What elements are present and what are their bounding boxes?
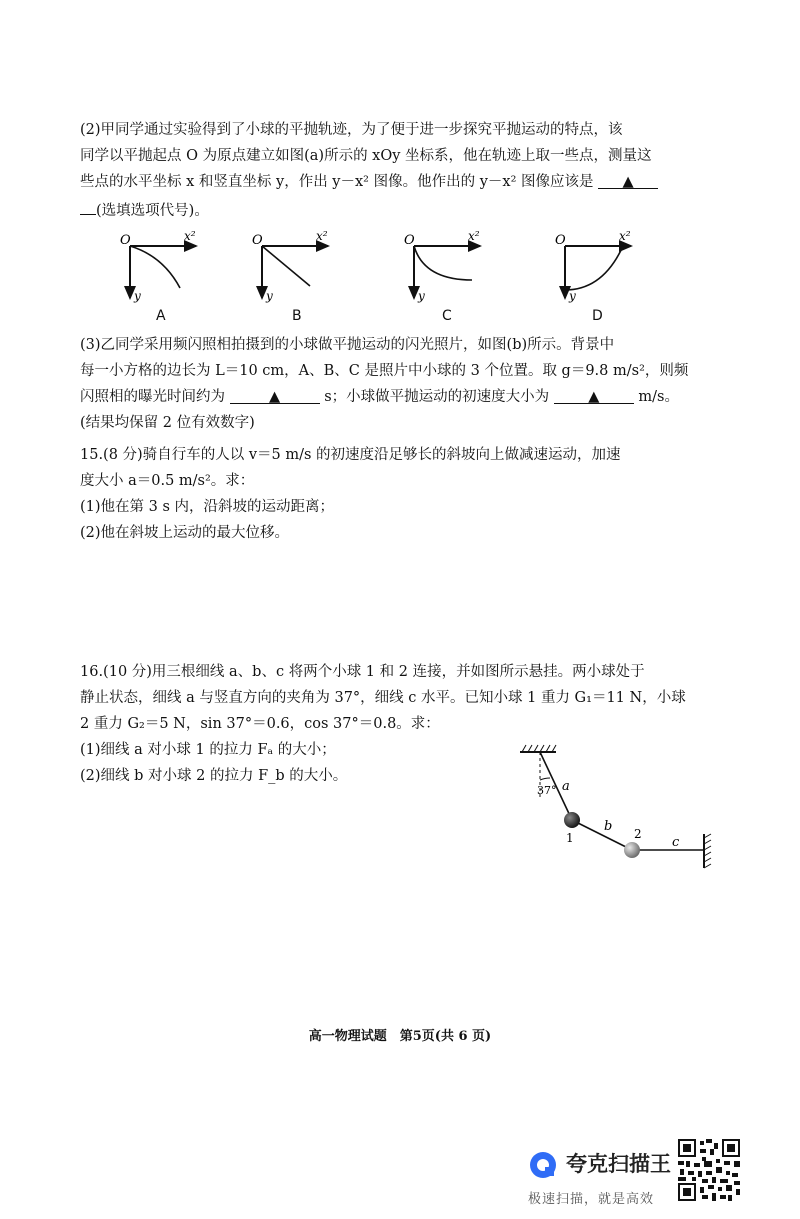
q16-sub1: (1)细线 a 对小球 1 的拉力 Fₐ 的大小； [80,742,336,758]
scanner-slogan: 极速扫描，就是高效 [528,1192,655,1207]
q14-part2-line3-text: 些点的水平坐标 x 和竖直坐标 y，作出 y－x² 图像。他作出的 y－x² 图像应该是 [80,174,594,190]
velocity-blank [554,387,634,404]
answer-blank [598,172,658,189]
q14-part2-line2: 同学以平抛起点 O 为原点建立如图(a)所示的 xOy 坐标系，他在轨迹上取一些点，测量这 [80,148,652,164]
ball-2 [624,842,640,858]
angle-label: 37° [537,784,557,797]
option-label-a: A [156,308,166,324]
origin-label: O [555,233,566,248]
q14-part3-line3-c: m/s。 [638,389,679,405]
option-label-d: D [592,308,603,324]
q15-line2: 度大小 a＝0.5 m/s²。求： [80,473,255,489]
wall-hatch [704,834,711,868]
q14-part2-line1: (2)甲同学通过实验得到了小球的平抛轨迹，为了便于进一步探究平抛运动的特点，该 [80,122,623,138]
string-b [572,820,632,850]
ball-2-label: 2 [634,827,642,841]
triangle-mark: ▲ [588,389,600,405]
q15-sub2: (2)他在斜坡上运动的最大位移。 [80,525,290,541]
option-graph-b [250,228,340,312]
q14-part3-line3-a: 闪照相的曝光时间约为 [80,389,225,405]
q14-part3-line3 [80,387,730,407]
qr-code-icon [676,1137,742,1203]
q15-line1: 15.(8 分)骑自行车的人以 v＝5 m/s 的初速度沿足够长的斜坡向上做减速运动，加速 [80,447,621,463]
y-axis-label: y [134,289,141,303]
string-a-label: a [562,779,570,794]
x-axis-label: x² [468,229,480,243]
q15-sub1: (1)他在第 3 s 内，沿斜坡的运动距离； [80,499,335,515]
graph-a-svg [118,228,208,308]
q14-part3-line3-b: s；小球做平抛运动的初速度大小为 [324,389,550,405]
ball-1 [564,812,580,828]
string-b-label: b [604,819,613,834]
hanging-balls-figure [508,740,728,874]
q16-line3: 2 重力 G₂＝5 N，sin 37°＝0.6，cos 37°＝0.8。求： [80,716,440,732]
x-axis-label: x² [316,229,328,243]
origin-label: O [404,233,415,248]
origin-label: O [252,233,263,248]
q16-line1: 16.(10 分)用三根细线 a、b、c 将两个小球 1 和 2 连接，并如图所示悬挂。两小球处于 [80,664,645,680]
x-axis-label: x² [619,229,631,243]
string-c-label: c [672,835,680,850]
page-footer: 高一物理试题 第5页(共 6 页) [308,1029,492,1044]
ball-1-label: 1 [566,831,574,845]
option-graph-a [118,228,208,312]
triangle-mark: ▲ [269,389,281,405]
q14-part3-line1: (3)乙同学采用频闪照相拍摄到的小球做平抛运动的闪光照片，如图(b)所示。背景中 [80,337,615,353]
q14-part2-line4 [80,198,730,221]
answer-blank-tail [80,198,96,215]
origin-label: O [120,233,131,248]
graph-c-svg [402,228,492,308]
x-axis-label: x² [184,229,196,243]
scanner-name: 夸克扫描王 [566,1152,671,1176]
q16-sub2: (2)细线 b 对小球 2 的拉力 F_b 的大小。 [80,768,348,784]
angle-arc [540,778,550,780]
q14-part3-line2: 每一小方格的边长为 L＝10 cm，A、B、C 是照片中小球的 3 个位置。取 g＝9.8 m/s²，则频 [80,363,689,379]
graph-d-svg [553,228,643,308]
y-axis-label: y [418,289,425,303]
y-axis-label: y [266,289,273,303]
y-axis-label: y [569,289,576,303]
q14-part3-line4: (结果均保留 2 位有效数字) [80,415,255,431]
option-label-b: B [292,308,302,324]
option-graph-d [553,228,643,312]
option-label-c: C [442,308,452,324]
hanging-balls-svg [508,740,728,870]
graph-b-svg [250,228,340,308]
q14-part2-line3 [80,172,730,192]
triangle-mark: ▲ [622,174,634,190]
option-graph-c [402,228,492,312]
q16-line2: 静止状态，细线 a 与竖直方向的夹角为 37°，细线 c 水平。已知小球 1 重力 G₁＝11 N，小球 [80,690,686,706]
ceiling-hatch [522,745,556,752]
q14-part2-line4-text: (选填选项代号)。 [96,203,209,219]
scanner-logo-icon [528,1150,558,1180]
exposure-time-blank [230,387,320,404]
